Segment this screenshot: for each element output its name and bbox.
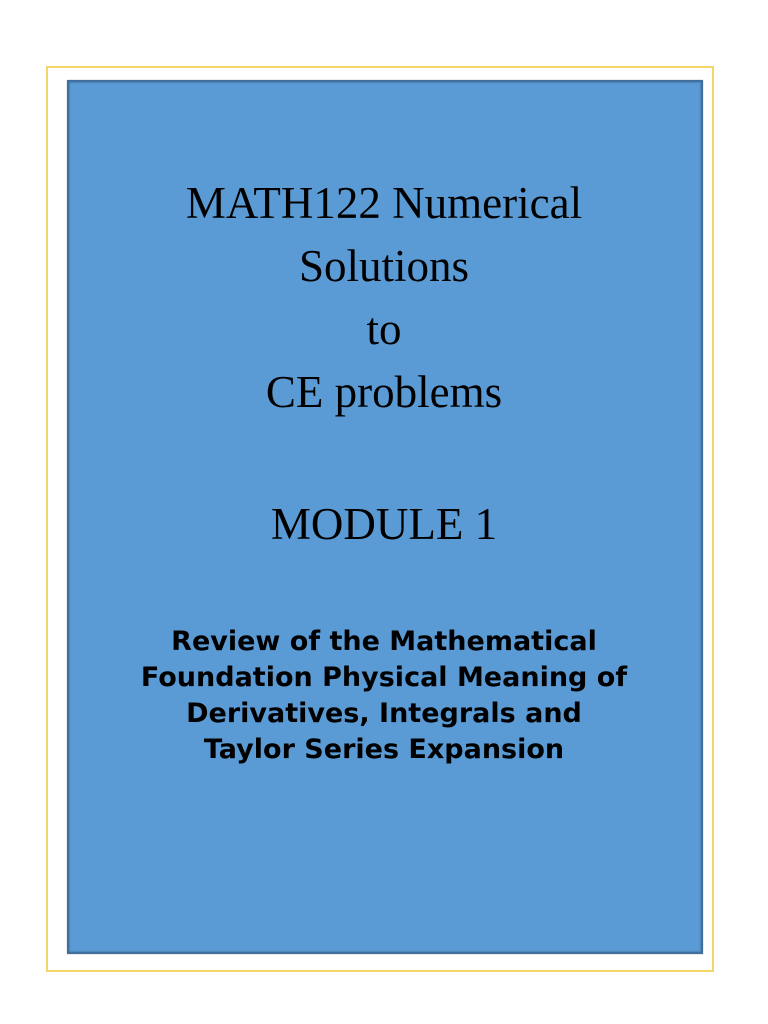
module-subtitle [0, 624, 768, 768]
module-subtitle-line-1: Review of the Mathematical [171, 626, 597, 657]
course-title-line-1: MATH122 Numerical [185, 178, 583, 228]
module-subtitle-line-2: Foundation Physical Meaning of [140, 662, 628, 693]
course-title-line-3: to [366, 304, 402, 354]
course-title-line-2: Solutions [298, 241, 470, 291]
module-label: MODULE 1 [270, 499, 498, 549]
course-title-line-4: CE problems [265, 367, 503, 417]
course-title [0, 172, 768, 424]
module-subtitle-line-4: Taylor Series Expansion [203, 734, 565, 765]
module-subtitle-line-3: Derivatives, Integrals and [186, 698, 582, 729]
